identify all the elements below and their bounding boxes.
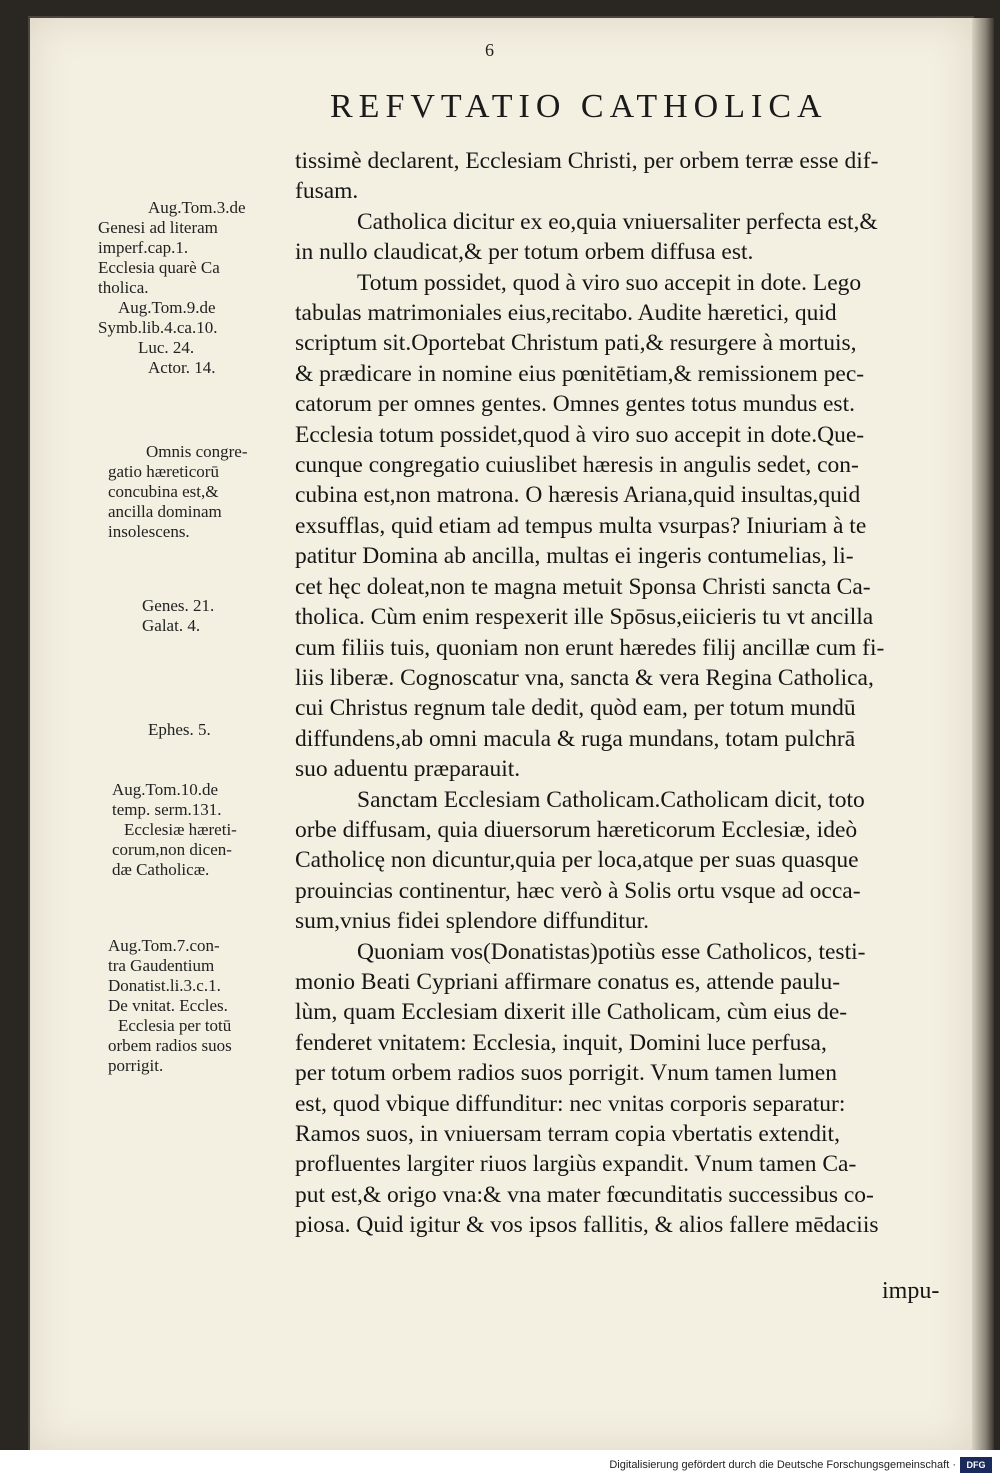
text-line: Catholica dicitur ex eo,quia vniuersaliter perfecta est,&	[357, 208, 878, 235]
margin-note-line: Aug.Tom.3.de	[148, 198, 246, 217]
margin-note-1	[78, 198, 288, 378]
margin-note-line: ancilla dominam	[108, 502, 222, 521]
catchword: impu-	[882, 1278, 940, 1304]
margin-note-line: tholica.	[98, 278, 149, 297]
margin-note-line: Aug.Tom.9.de	[118, 298, 216, 317]
margin-note-line: corum,non dicen-	[112, 840, 232, 859]
body-text	[295, 146, 995, 1241]
margin-note-line: porrigit.	[108, 1056, 164, 1075]
margin-note-line: dæ Catholicæ.	[112, 860, 210, 879]
margin-note-line: insolescens.	[108, 522, 190, 541]
text-line: scriptum sit.Oportebat Christum pati,& resurgere à mortuis,	[295, 330, 857, 357]
text-line: put est,& origo vna:& vna mater fœcunditatis successibus co-	[295, 1181, 874, 1208]
text-line: exsufflas, quid etiam ad tempus multa vsurpas? Iniuriam à te	[295, 512, 867, 539]
margin-note-2	[78, 442, 288, 542]
text-line: diffundens,ab omni macula & ruga mundans, totam pulchrā	[295, 725, 856, 752]
margin-note-line: Ecclesiæ hæreti-	[124, 820, 237, 839]
text-line: Ramos suos, in vniuersam terram copia vbertatis extendit,	[295, 1121, 840, 1147]
margin-note-line: Symb.lib.4.ca.10.	[98, 318, 218, 337]
margin-note-line: Luc. 24.	[138, 338, 195, 357]
margin-note-line: Galat. 4.	[142, 616, 201, 635]
margin-note-line: Genesi ad literam	[98, 218, 218, 237]
text-line: tholica. Cùm enim respexerit ille Spōsus,eiicieris tu vt ancilla	[295, 604, 874, 631]
margin-note-line: Ecclesia quarè Ca	[98, 258, 220, 277]
text-line: est, quod vbique diffunditur: nec vnitas corporis separatur:	[295, 1090, 846, 1117]
margin-note-3	[78, 596, 288, 636]
text-line: & prædicare in nomine eius pœnitētiam,& remissionem pec-	[295, 360, 865, 387]
text-line: sum,vnius fidei splendore diffunditur.	[295, 908, 649, 935]
text-line: Sanctam Ecclesiam Catholicam.Catholicam dicit, toto	[357, 786, 865, 813]
text-line: orbe diffusam, quia diuersorum hæreticorum Ecclesiæ, ideò	[295, 816, 858, 843]
margin-note-line: orbem radios suos	[108, 1036, 232, 1055]
text-line: Quoniam vos(Donatistas)potiùs esse Catholicos, testi-	[357, 938, 866, 965]
text-line: Totum possidet, quod à viro suo accepit in dote. Lego	[357, 269, 862, 296]
text-line: piosa. Quid igitur & vos ipsos fallitis, & alios fallere mēdaciis	[295, 1212, 879, 1239]
text-line: monio Beati Cypriani affirmare conatus es, attende paulu-	[295, 968, 841, 995]
text-line: fusam.	[295, 178, 359, 205]
book-page	[30, 18, 972, 1450]
text-line: cui Christus regnum tale dedit, quòd eam, per totum mundū	[295, 695, 856, 722]
text-line: per totum orbem radios suos porrigit. Vnum tamen lumen	[295, 1060, 837, 1087]
margin-note-line: De vnitat. Eccles.	[108, 996, 228, 1015]
margin-note-line: imperf.cap.1.	[98, 238, 189, 257]
text-line: profluentes largiter riuos largiùs expandit. Vnum tamen Ca-	[295, 1151, 857, 1178]
text-line: cubina est,non matrona. O hæresis Ariana,quid insultas,quid	[295, 482, 861, 509]
text-line: lùm, quam Ecclesiam dixerit ille Catholicam, cùm eius de-	[295, 999, 848, 1026]
margin-note-line: Aug.Tom.10.de	[112, 780, 218, 799]
margin-note-line: Aug.Tom.7.con-	[108, 936, 220, 955]
text-line: cum filiis tuis, quoniam non erunt hæredes filij ancillæ cum fi-	[295, 634, 885, 661]
text-line: cet hęc doleat,non te magna metuit Sponsa Christi sancta Ca-	[295, 573, 871, 600]
text-line: suo aduentu præparauit.	[295, 756, 521, 783]
text-line: catorum per omnes gentes. Omnes gentes totus mundus est.	[295, 391, 855, 418]
text-line: fenderet vnitatem: Ecclesia, inquit, Domini luce perfusa,	[295, 1029, 827, 1056]
margin-note-line: gatio hæreticorū	[108, 462, 219, 481]
margin-note-line: Genes. 21.	[142, 596, 215, 615]
dfg-logo: DFG	[960, 1457, 992, 1473]
margin-note-line: tra Gaudentium	[108, 956, 215, 975]
text-line: in nullo claudicat,& per totum orbem diffusa est.	[295, 239, 754, 266]
footer-credit: Digitalisierung gefördert durch die Deutsche Forschungsgemeinschaft ·	[609, 1459, 956, 1471]
margin-note-line: concubina est,&	[108, 482, 219, 501]
margin-note-4	[78, 720, 288, 740]
margin-note-6	[78, 936, 288, 1076]
footer-bar	[0, 1450, 1000, 1482]
text-line: prouincias continentur, hæc verò à Solis ortu vsque ad occa-	[295, 877, 861, 904]
margin-note-line: Actor. 14.	[148, 358, 216, 377]
text-line: liis liberæ. Cognoscatur vna, sancta & vera Regina Catholica,	[295, 664, 874, 691]
page-mark: 6	[485, 40, 494, 60]
margin-note-line: Donatist.li.3.c.1.	[108, 976, 221, 995]
running-title: REFVTATIO CATHOLICA	[330, 88, 828, 125]
text-line: tissimè declarent, Ecclesiam Christi, per orbem terræ esse dif-	[295, 148, 879, 174]
margin-note-line: temp. serm.131.	[112, 800, 222, 819]
margin-note-line: Omnis congre-	[146, 442, 248, 461]
text-line: Catholicę non dicuntur,quia per loca,atque per suas quasque	[295, 847, 859, 874]
text-line: cunque congregatio cuiuslibet hæresis in angulis sedet, con-	[295, 452, 859, 479]
margin-note-5	[78, 780, 288, 880]
text-line: Ecclesia totum possidet,quod à viro suo accepit in dote.Que-	[295, 421, 865, 448]
book-spine-edge	[972, 18, 994, 1450]
text-line: tabulas matrimoniales eius,recitabo. Audite hæretici, quid	[295, 300, 837, 327]
margin-note-line: Ecclesia per totū	[118, 1016, 232, 1035]
margin-note-line: Ephes. 5.	[148, 720, 211, 739]
text-line: patitur Domina ab ancilla, multas ei ingeris contumelias, li-	[295, 543, 854, 570]
